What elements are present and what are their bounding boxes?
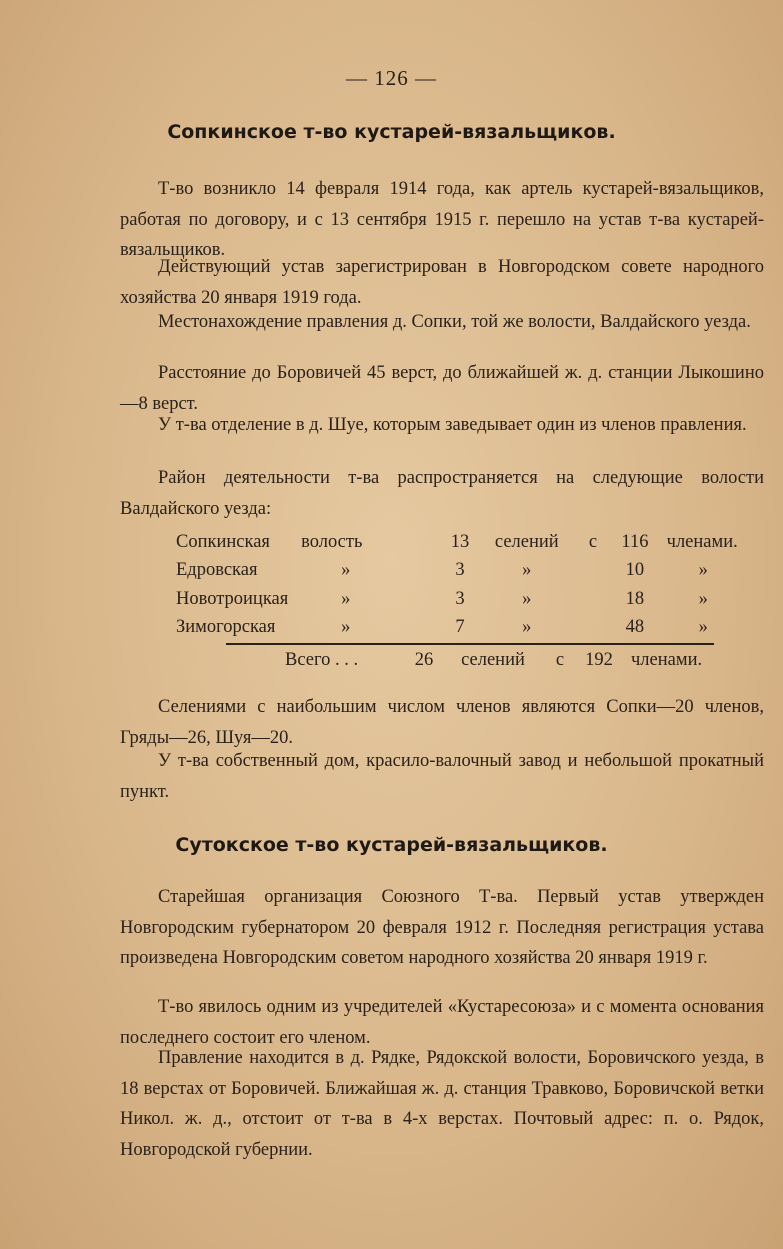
page-number: — 126 — (346, 66, 437, 90)
paragraph-founder: Т-во явилось одним из учредителей «Кустаресоюза» и с момента основания последнего состоит его членом. (120, 997, 764, 1048)
paragraph-largest: Селениями с наибольшим числом членов являются Сопки—20 членов, Гряды—26, Шуя—20. (120, 697, 764, 748)
section-title-sutoki: Сутокское т-во кустарей-вязальщиков. (175, 834, 608, 856)
table-total-row: Всего . . . 26 селений с 192 членами. (285, 650, 703, 670)
paragraph-branch: У т-ва отделение в д. Шуе, которым заведывает один из членов правления. (158, 415, 747, 435)
paragraph-property: У т-ва собственный дом, красило-валочный завод и небольшой прокатный пункт. (120, 751, 764, 802)
paragraph-location: Местонахождение правления д. Сопки, той же волости, Валдайского уезда. (158, 312, 751, 332)
table-row: Зимогорская » 7 » 48 » (176, 617, 708, 638)
section-title-sopki: Сопкинское т-во кустарей-вязальщиков. (167, 121, 616, 143)
table-row: Сопкинская волость 13 селений с 116 членами. (176, 531, 738, 552)
paragraph-distance: Расстояние до Боровичей 45 верст, до ближайшей ж. д. станции Лыкошино—8 верст. (120, 363, 764, 414)
volost-table (176, 528, 783, 642)
table-row: Новотроицкая » 3 » 18 » (176, 588, 708, 609)
table-row: Едровская » 3 » 10 » (176, 560, 708, 581)
paragraph-area: Район деятельности т-ва распространяется на следующие волости Валдайского уезда: (120, 468, 764, 519)
table-total-rule (226, 643, 714, 645)
paragraph-charter: Действующий устав зарегистрирован в Новгородском совете народного хозяйства 20 января 1919 года. (120, 257, 764, 308)
paragraph-board: Правление находится в д. Рядке, Рядокской волости, Боровичского уезда, в 18 верстах от Боровичей. Ближайшая ж. д. станция Травково, Боровичской ветки Никол. ж. д., отстоит от т-ва в 4-х верстах. Почтовый адрес: п. о. Рядок, Новгородской губернии. (120, 1048, 764, 1160)
paragraph-oldest: Старейшая организация Союзного Т-ва. Первый устав утвержден Новгородским губернатором 20 февраля 1912 г. Последняя регистрация устава произведена Новгородским советом народного хозяйства 20 января 1919 г. (120, 887, 764, 968)
paragraph-founding: Т-во возникло 14 февраля 1914 года, как артель кустарей-вязальщиков, работая по договору, и с 13 сентября 1915 г. перешло на устав т-ва кустарей-вязальщиков. (120, 179, 764, 260)
